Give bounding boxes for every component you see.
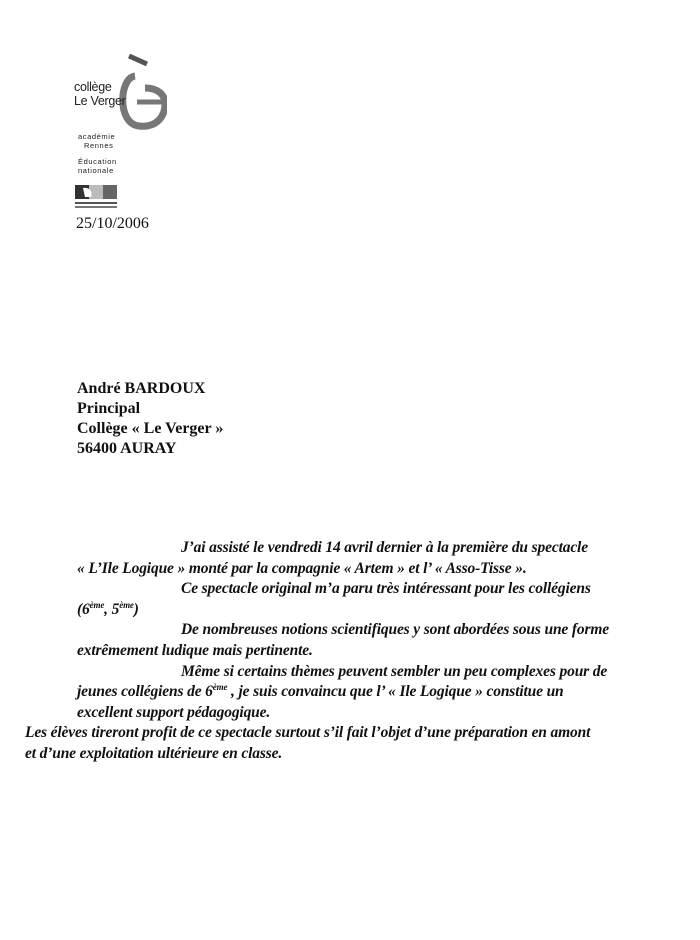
academy-label <box>78 132 115 150</box>
grade-open: (6 <box>77 600 90 618</box>
paragraph-3-line-1: De nombreuses notions scientifiques y sont abordées sous une forme <box>181 621 610 639</box>
paragraph-4-line-2 <box>77 682 682 703</box>
college-name-line1: collège <box>74 80 112 94</box>
grade-sup-1: ème <box>89 599 105 610</box>
paragraph-3-line-2: extrêmement ludique mais pertinente. <box>77 641 313 659</box>
paragraph-4-line-1: Même si certains thèmes peuvent sembler un peu complexes pour de <box>181 662 608 680</box>
paragraph-2-line-2 <box>77 600 682 621</box>
paragraph-4-line-3: excellent support pédagogique. <box>77 703 271 721</box>
p4-end: , je suis convaincu que l’ « Ile Logique » constitue un <box>227 683 564 701</box>
education-label <box>78 157 117 175</box>
sender-title: Principal <box>77 400 141 417</box>
sender-school: Collège « Le Verger » <box>77 420 224 437</box>
p4-start: jeunes collégiens de 6 <box>77 683 213 701</box>
paragraph-2-line-1: Ce spectacle original m’a paru très intéressant pour les collégiens <box>181 580 591 598</box>
academy-line1: académie <box>78 132 116 141</box>
college-name-line2: Le Verger <box>74 94 126 108</box>
academy-line2: Rennes <box>84 141 114 150</box>
grade-close: ) <box>133 600 139 618</box>
sender-block <box>77 379 223 459</box>
sender-name: André BARDOUX <box>77 380 206 397</box>
grade-sup-2: ème <box>119 599 134 610</box>
sender-city: 56400 AURAY <box>77 440 177 457</box>
college-name <box>74 80 126 108</box>
education-line1: Éducation <box>78 157 117 166</box>
p4-sup: ème <box>212 682 228 692</box>
paragraph-5-line-1: Les élèves tireront profit de ce spectacle surtout s’il fait l’objet d’une préparation en amont <box>25 724 591 742</box>
grade-mid: , 5 <box>104 600 120 618</box>
paragraph-1-line-2: « L’Ile Logique » monté par la compagnie « Artem » et l’ « Asso-Tisse ». <box>77 559 527 577</box>
ministry-emblem-icon <box>75 185 117 211</box>
paragraph-5-line-2: et d’une exploitation ultérieure en classe. <box>25 744 283 762</box>
letter-body <box>25 538 682 765</box>
college-logo <box>70 58 170 218</box>
letter-date: 25/10/2006 <box>76 215 149 232</box>
education-line2: nationale <box>78 166 114 175</box>
paragraph-1-line-1: J’ai assisté le vendredi 14 avril dernier à la première du spectacle <box>181 539 588 556</box>
